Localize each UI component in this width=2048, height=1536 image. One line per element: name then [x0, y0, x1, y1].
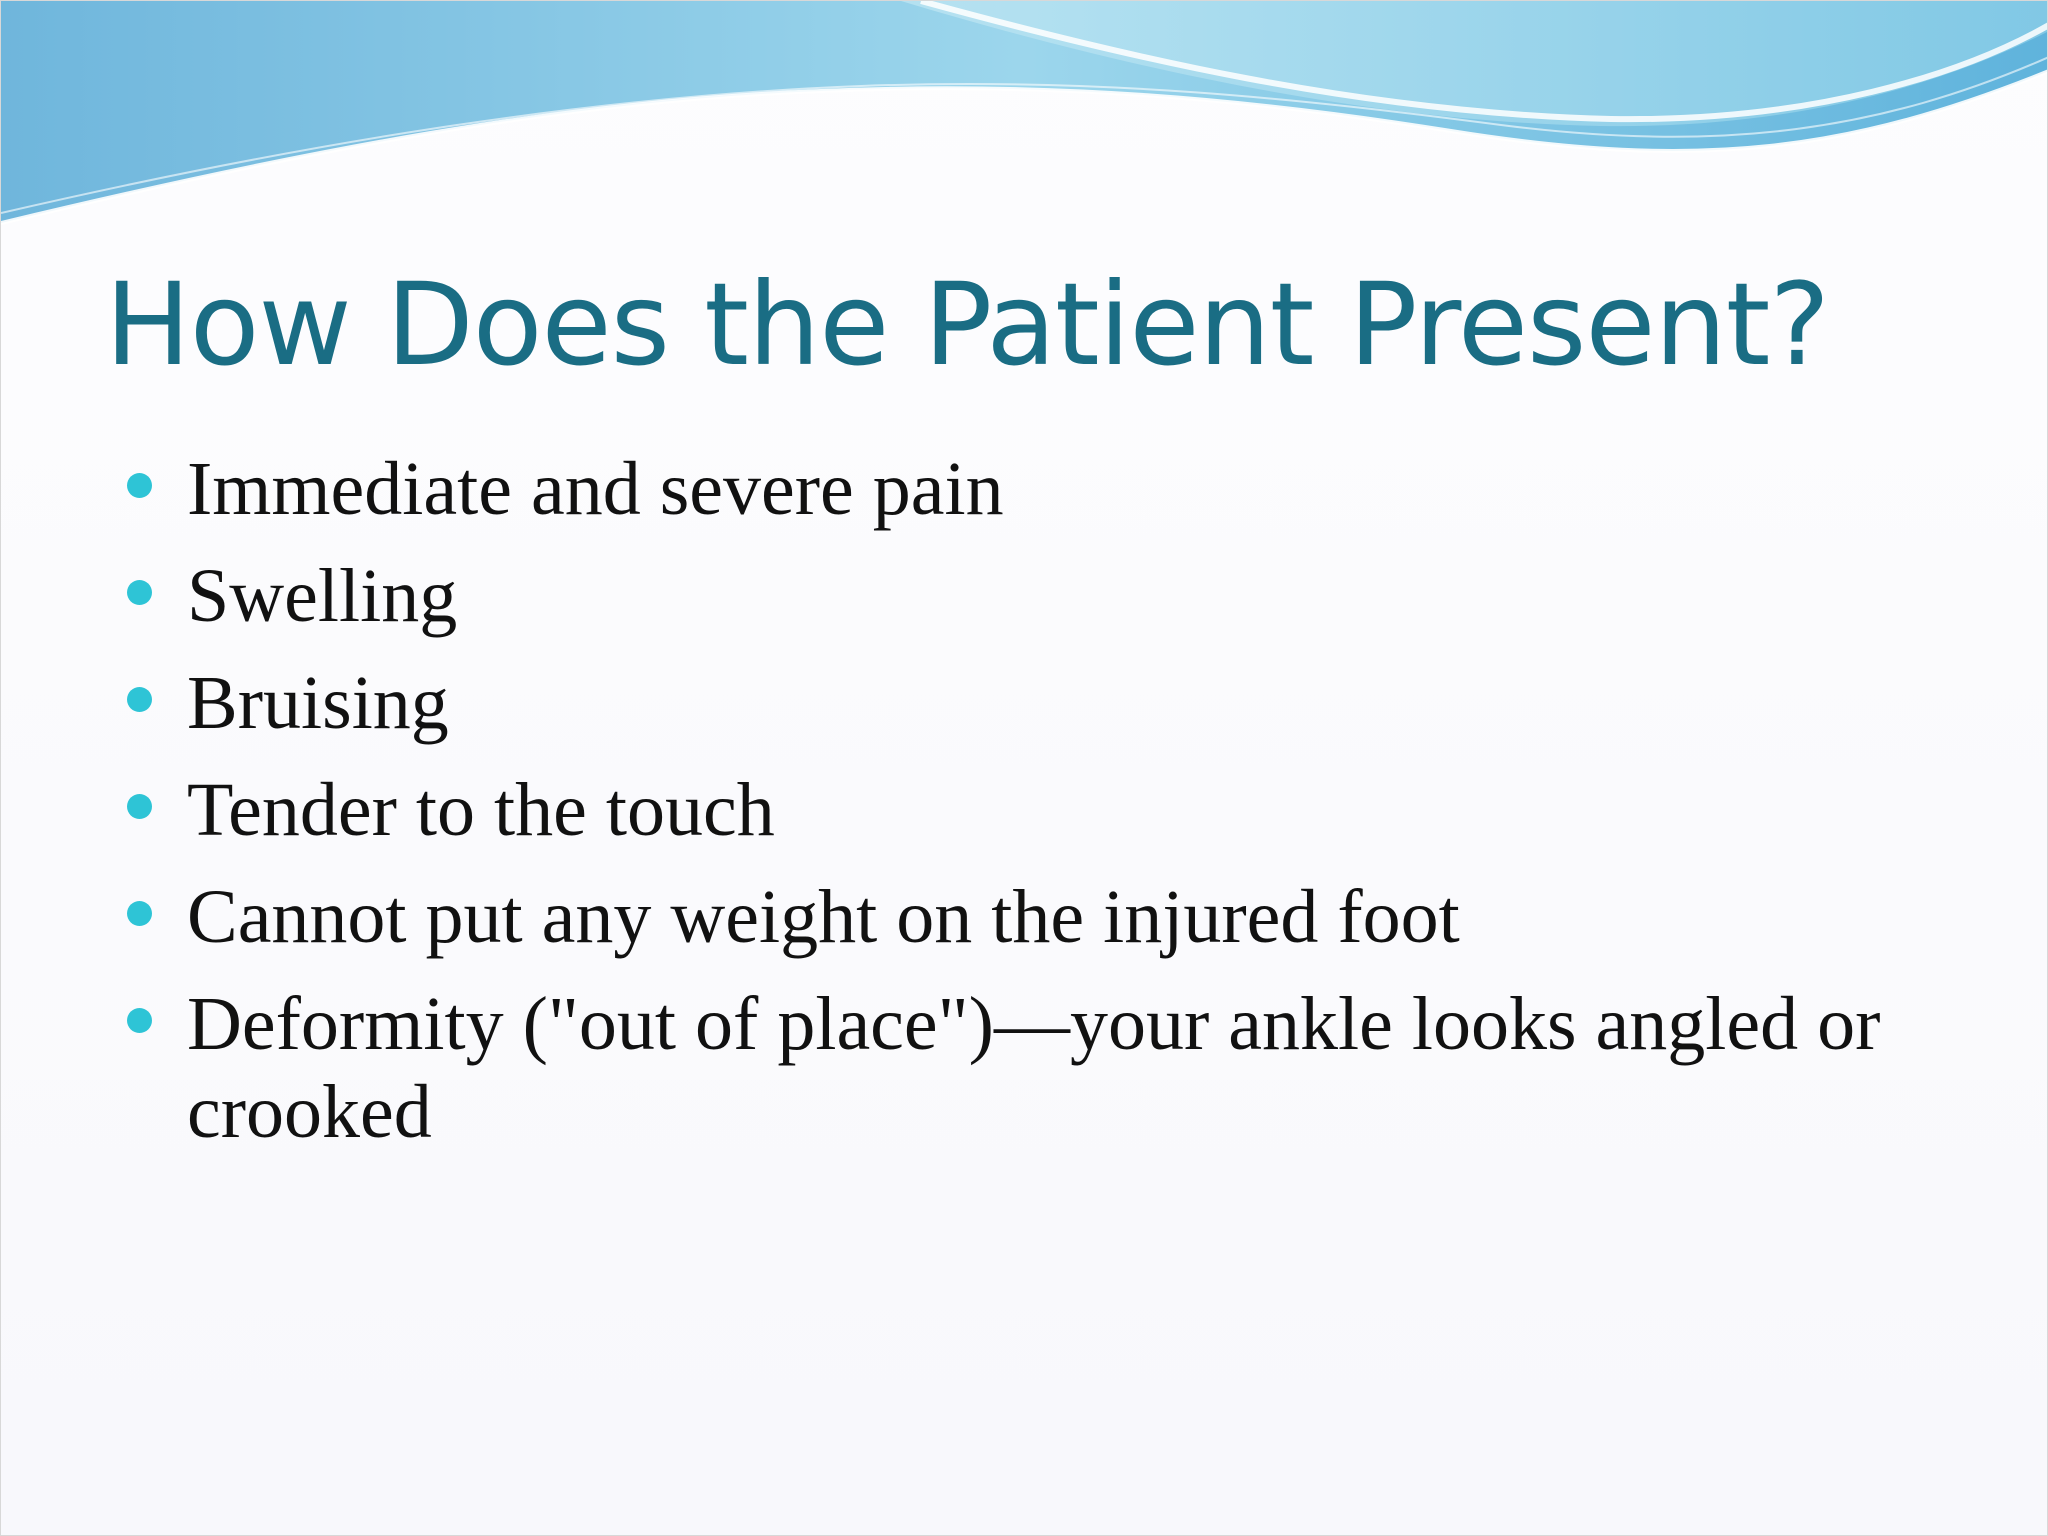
list-item [127, 552, 1977, 640]
bullet-dot-icon [127, 580, 152, 605]
bullet-dot-icon [127, 794, 152, 819]
bullet-dot-icon [127, 473, 152, 498]
bullet-text: Bruising [187, 661, 449, 745]
bullet-dot-icon [127, 687, 152, 712]
list-item [127, 445, 1977, 533]
bullet-text: Swelling [187, 554, 458, 638]
slide-title: How Does the Patient Present? [105, 258, 1829, 391]
list-item [127, 873, 1977, 961]
bullet-text: Deformity ("out of place")—your ankle looks angled or crooked [187, 982, 1881, 1154]
list-item [127, 659, 1977, 747]
bullet-list [127, 445, 1977, 1175]
bullet-text: Immediate and severe pain [187, 447, 1004, 531]
bullet-dot-icon [127, 1008, 152, 1033]
list-item [127, 980, 1977, 1156]
bullet-text: Tender to the touch [187, 768, 775, 852]
bullet-dot-icon [127, 901, 152, 926]
wave-header-decoration [1, 1, 2048, 241]
list-item [127, 766, 1977, 854]
bullet-text: Cannot put any weight on the injured foot [187, 875, 1460, 959]
